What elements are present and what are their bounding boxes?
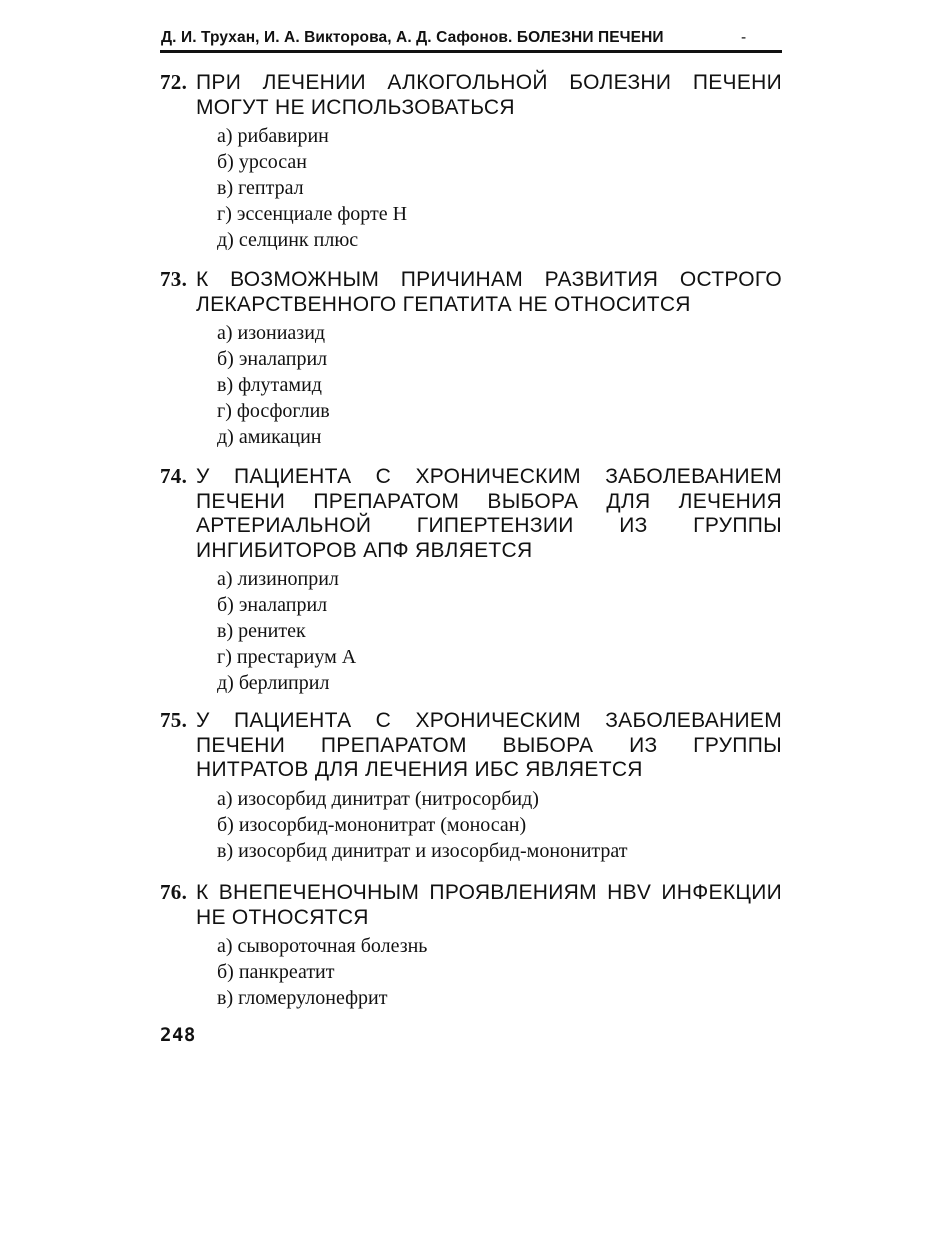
answer-option: б) урсосан bbox=[217, 151, 307, 173]
answer-options bbox=[160, 123, 782, 253]
question-text bbox=[160, 267, 782, 317]
answer-option: г) престариум А bbox=[217, 646, 357, 668]
running-head-mark: - bbox=[741, 29, 747, 46]
answer-option: б) изосорбид-мононитрат (моносан) bbox=[217, 813, 527, 836]
answer-options bbox=[160, 320, 782, 450]
answer-option: а) изосорбид динитрат (нитросорбид) bbox=[217, 787, 539, 810]
question-text bbox=[160, 70, 782, 120]
question-stem: К ВНЕПЕЧЕНОЧНЫМ ПРОЯВЛЕНИЯМ HBV ИНФЕКЦИИ НЕ ОТНОСЯТСЯ bbox=[196, 881, 782, 929]
header-rule bbox=[160, 50, 782, 53]
question-stem: У ПАЦИЕНТА С ХРОНИЧЕСКИМ ЗАБОЛЕВАНИЕМ ПЕЧЕНИ ПРЕПАРАТОМ ВЫБОРА ИЗ ГРУППЫ НИТРАТОВ ДЛЯ ЛЕЧЕНИЯ ИБС ЯВЛЯЕТСЯ bbox=[196, 709, 782, 781]
answer-options bbox=[160, 933, 782, 1011]
answer-option: г) фосфоглив bbox=[217, 400, 330, 422]
answer-options bbox=[160, 566, 782, 696]
answer-option: в) ренитек bbox=[217, 620, 306, 642]
answer-option: б) эналаприл bbox=[217, 594, 328, 616]
answer-option: б) эналаприл bbox=[217, 348, 328, 370]
answer-option: в) гептрал bbox=[217, 177, 304, 199]
answer-option: в) флутамид bbox=[217, 374, 322, 396]
answer-option: д) берлиприл bbox=[217, 672, 330, 694]
question-number: 72. bbox=[160, 70, 188, 94]
question-stem: У ПАЦИЕНТА С ХРОНИЧЕСКИМ ЗАБОЛЕВАНИЕМ ПЕЧЕНИ ПРЕПАРАТОМ ВЫБОРА ДЛЯ ЛЕЧЕНИЯ АРТЕРИАЛЬНОЙ ГИПЕРТЕНЗИИ ИЗ ГРУППЫ ИНГИБИТОРОВ АПФ ЯВЛЯЕТСЯ bbox=[196, 465, 782, 562]
running-head bbox=[161, 29, 781, 47]
answer-option: а) сывороточная болезнь bbox=[217, 935, 428, 957]
question-text bbox=[160, 708, 782, 783]
answer-option: а) рибавирин bbox=[217, 125, 329, 147]
question-73 bbox=[160, 267, 782, 450]
question-number: 75. bbox=[160, 708, 188, 732]
question-number: 74. bbox=[160, 464, 188, 488]
question-stem: ПРИ ЛЕЧЕНИИ АЛКОГОЛЬНОЙ БОЛЕЗНИ ПЕЧЕНИ МОГУТ НЕ ИСПОЛЬЗОВАТЬСЯ bbox=[196, 71, 782, 119]
answer-option: д) селцинк плюс bbox=[217, 229, 359, 251]
answer-option: г) эссенциале форте Н bbox=[217, 203, 408, 225]
question-stem: К ВОЗМОЖНЫМ ПРИЧИНАМ РАЗВИТИЯ ОСТРОГО ЛЕКАРСТВЕННОГО ГЕПАТИТА НЕ ОТНОСИТСЯ bbox=[196, 268, 782, 316]
answer-option: д) амикацин bbox=[217, 426, 322, 448]
answer-option: а) изониазид bbox=[217, 322, 326, 344]
answer-options bbox=[160, 786, 782, 864]
running-head-text: Д. И. Трухан, И. А. Викторова, А. Д. Сафонов. БОЛЕЗНИ ПЕЧЕНИ bbox=[161, 29, 664, 46]
question-72 bbox=[160, 70, 782, 253]
answer-option: в) изосорбид динитрат и изосорбид-мононитрат bbox=[217, 839, 628, 862]
answer-option: в) гломерулонефрит bbox=[217, 987, 388, 1009]
question-number: 76. bbox=[160, 880, 188, 904]
question-76 bbox=[160, 880, 782, 1011]
question-75 bbox=[160, 708, 782, 864]
answer-option: б) панкреатит bbox=[217, 961, 335, 983]
answer-option: а) лизиноприл bbox=[217, 568, 339, 590]
question-number: 73. bbox=[160, 267, 188, 291]
question-74 bbox=[160, 464, 782, 696]
page-number: 248 bbox=[160, 1024, 196, 1046]
question-text bbox=[160, 880, 782, 930]
question-text bbox=[160, 464, 782, 563]
